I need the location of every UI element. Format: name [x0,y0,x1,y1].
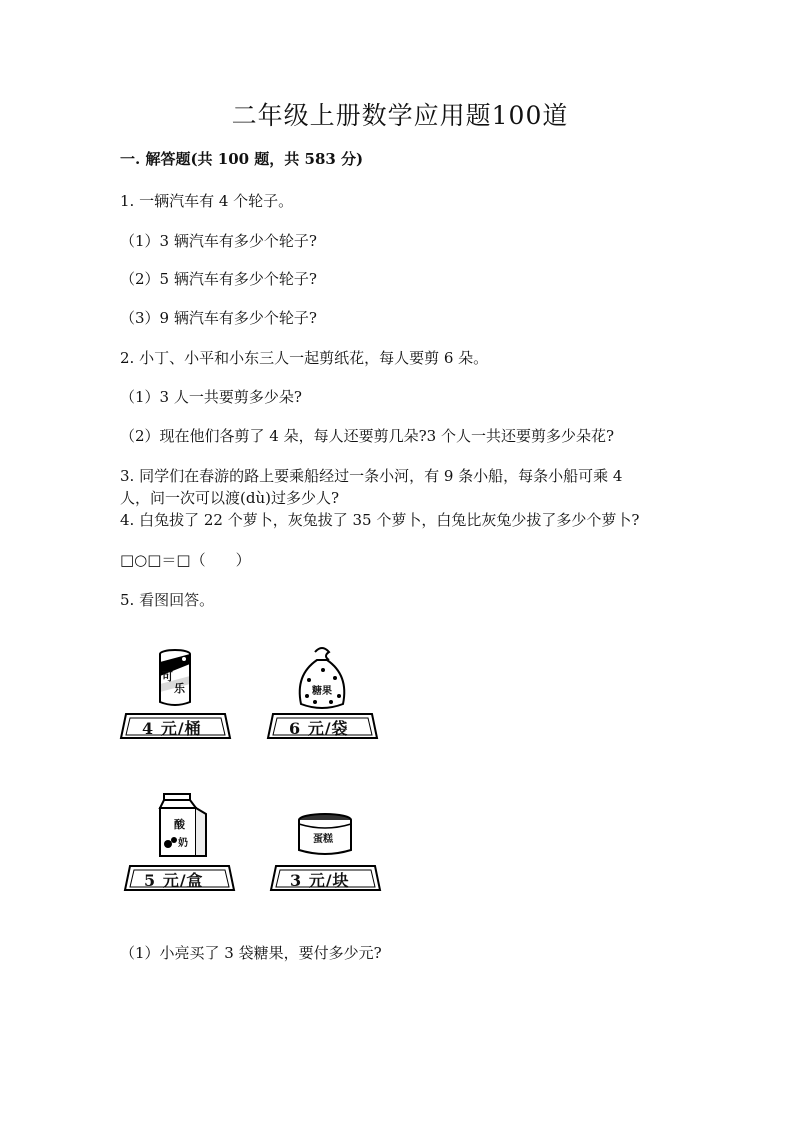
question-2-part-1: （1）3 人一共要剪多少朵? [120,388,302,406]
product-yogurt [118,790,238,895]
question-5-part-1: （1）小亮买了 3 袋糖果，要付多少元? [120,944,382,962]
candy-price: 6 元/袋 [289,719,349,738]
product-candy [265,640,380,745]
product-cake [268,790,383,895]
candy-label: 糖果 [312,686,332,697]
question-3-line-2: 人，问一次可以渡(dù)过多少人? [120,489,340,507]
question-5-stem: 5. 看图回答。 [120,591,215,609]
cola-price: 4 元/桶 [142,719,202,738]
question-4-formula: □○□＝□（ ） [120,551,251,569]
cola-label-top: 可 [162,670,173,683]
question-2-part-2: （2）现在他们各剪了 4 朵，每人还要剪几朵?3 个人一共还要剪多少朵花? [120,427,615,445]
section-heading: 一. 解答题(共 100 题，共 583 分) [120,150,364,168]
product-cola [118,640,233,745]
question-1-part-1: （1）3 辆汽车有多少个轮子? [120,232,317,250]
question-3-line-1: 3. 同学们在春游的路上要乘船经过一条小河，有 9 条小船，每条小船可乘 4 [120,467,623,485]
page-title: 二年级上册数学应用题100道 [231,101,569,130]
question-1-part-3: （3）9 辆汽车有多少个轮子? [120,309,317,327]
question-1-stem: 1. 一辆汽车有 4 个轮子。 [120,192,294,210]
yogurt-label-bottom: 奶 [178,838,188,849]
question-2-stem: 2. 小丁、小平和小东三人一起剪纸花，每人要剪 6 朵。 [120,349,489,367]
question-4-stem: 4. 白兔拔了 22 个萝卜，灰兔拔了 35 个萝卜，白兔比灰兔少拔了多少个萝卜? [120,511,640,529]
yogurt-price: 5 元/盒 [144,871,204,890]
cake-price: 3 元/块 [290,871,350,890]
cake-label: 蛋糕 [313,834,333,845]
question-1-part-2: （2）5 辆汽车有多少个轮子? [120,270,317,288]
yogurt-label-top: 酸 [174,818,185,831]
cola-label-bottom: 乐 [174,682,185,695]
